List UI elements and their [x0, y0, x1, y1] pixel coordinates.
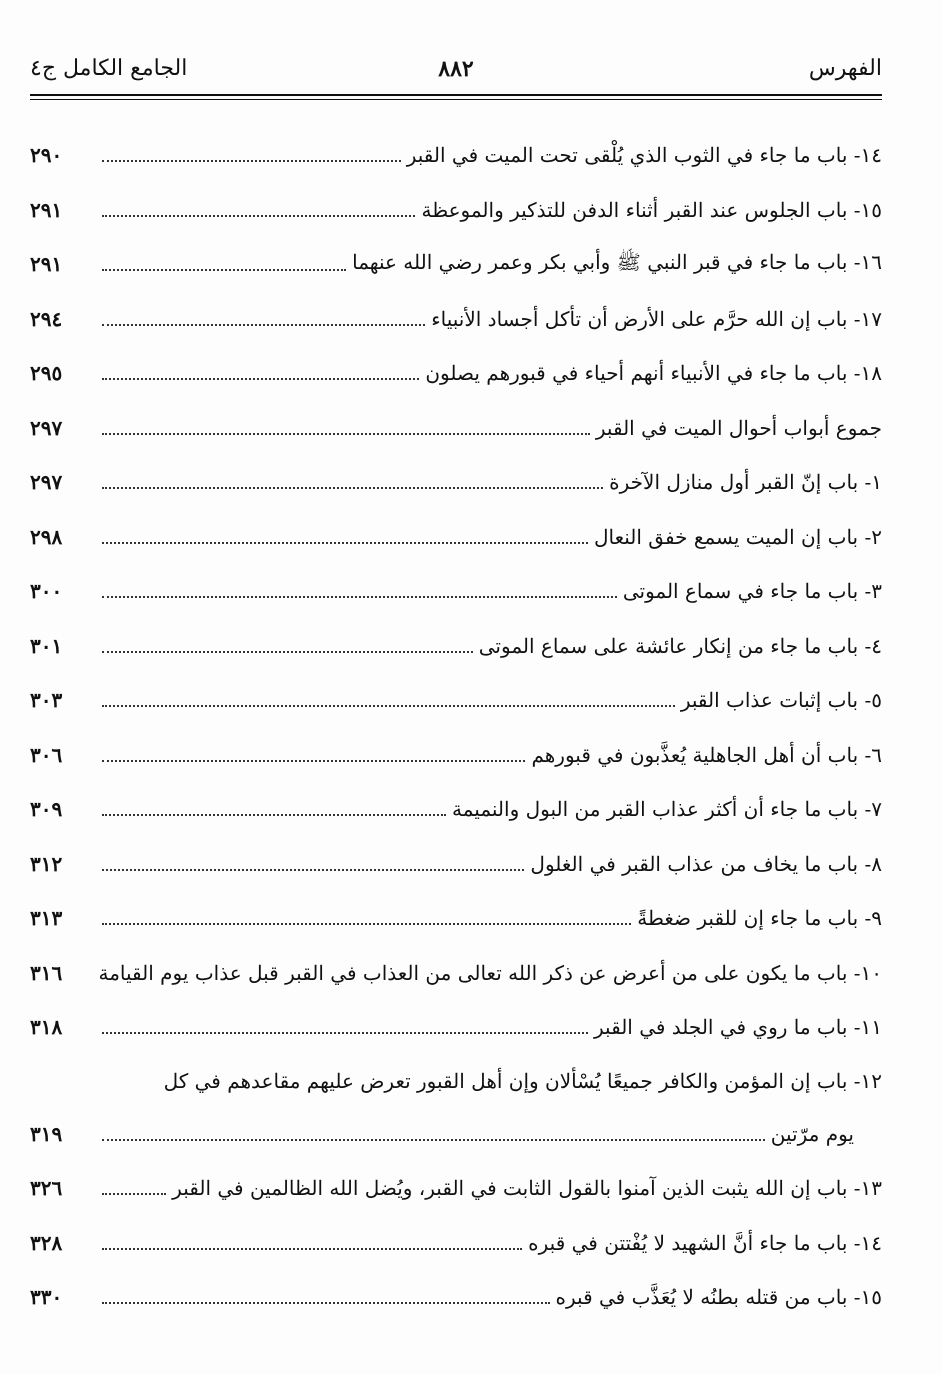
toc-page: ٣٢٦ — [30, 1176, 63, 1201]
toc-title: جموع أبواب أحوال الميت في القبر — [595, 415, 882, 440]
toc-entry — [30, 673, 882, 728]
toc-title: ٣- باب ما جاء في سماع الموتى — [622, 579, 882, 604]
toc-page: ٢٩٥ — [30, 361, 63, 386]
toc-entry — [30, 346, 882, 401]
toc-entry — [30, 564, 882, 619]
header-rule — [30, 94, 882, 96]
toc-entry — [30, 1055, 882, 1107]
section-title: الفهرس — [808, 56, 882, 81]
dot-leader — [102, 487, 603, 489]
toc-title: ٨- باب ما يخاف من عذاب القبر في الغلول — [530, 851, 882, 876]
dot-leader — [102, 542, 588, 544]
toc-entry — [30, 728, 882, 783]
toc-title: ١٧- باب إن الله حرَّم على الأرض أن تأكل أجساد الأنبياء — [431, 306, 882, 331]
toc-title: ٤- باب ما جاء من إنكار عائشة على سماع الموتى — [478, 633, 882, 658]
toc-title: ٥- باب إثبات عذاب القبر — [680, 688, 882, 713]
dot-leader — [102, 215, 415, 217]
toc-page: ٣١٦ — [30, 960, 63, 985]
toc-title: ١٥- باب من قتله بطنُه لا يُعَذَّب في قبره — [555, 1285, 882, 1310]
toc-title: ١٤- باب ما جاء أنَّ الشهيد لا يُفْتتن في قبره — [528, 1230, 882, 1255]
toc-title: ١- باب إنّ القبر أول منازل الآخرة — [609, 470, 882, 495]
toc-title: ٧- باب ما جاء أن أكثر عذاب القبر من البول والنميمة — [452, 797, 882, 822]
dot-leader — [102, 1302, 550, 1304]
toc-page: ٣٠٠ — [30, 579, 63, 604]
page-number: ٨٨٢ — [438, 56, 474, 82]
toc-entry — [30, 401, 882, 456]
toc-title: ١٦- باب ما جاء في قبر النبي ﷺ وأبي بكر وعمر رضي الله عنهما — [352, 249, 882, 274]
header-rule-thin — [30, 99, 882, 100]
toc-page: ٣٢٨ — [30, 1230, 63, 1255]
toc-page: ٣٣٠ — [30, 1285, 63, 1310]
toc-page: ٢٩٧ — [30, 415, 63, 440]
toc-page: ٢٩٤ — [30, 306, 63, 331]
toc-page: ٢٩١ — [30, 197, 63, 222]
dot-leader — [102, 651, 473, 653]
toc-entry — [30, 1000, 882, 1055]
dot-leader — [102, 433, 590, 435]
toc-entry — [30, 782, 882, 837]
dot-leader — [102, 1248, 522, 1250]
toc-title: ١٠- باب ما يكون على من أعرض عن ذكر الله تعالى من العذاب في القبر قبل عذاب يوم القيامة — [98, 960, 882, 985]
toc-title: ٩- باب ما جاء إن للقبر ضغطةً — [637, 906, 882, 931]
running-header — [30, 52, 882, 98]
toc-page: ٢٩١ — [30, 252, 63, 277]
toc-page: ٣١٩ — [30, 1121, 63, 1146]
toc-entry — [30, 510, 882, 565]
toc-entry — [30, 1270, 882, 1325]
toc-entry — [30, 455, 882, 510]
toc-page: ٣٠١ — [30, 633, 63, 658]
toc-page: ٣١٢ — [30, 851, 63, 876]
toc-title: ٦- باب أن أهل الجاهلية يُعذَّبون في قبورهم — [531, 742, 882, 767]
dot-leader — [102, 160, 401, 162]
toc-page: ٣١٣ — [30, 906, 63, 931]
dot-leader — [102, 1139, 765, 1141]
toc-title: ١٨- باب ما جاء في الأنبياء أنهم أحياء في قبورهم يصلون — [425, 361, 882, 386]
toc-entry — [30, 237, 882, 292]
toc-page: ٢٩٠ — [30, 143, 63, 168]
toc-title: ٢- باب إن الميت يسمع خفق النعال — [593, 524, 882, 549]
dot-leader — [102, 760, 525, 762]
dot-leader — [102, 869, 524, 871]
toc-title: ١٢- باب إن المؤمن والكافر جميعًا يُسْألان وإن أهل القبور تعرض عليهم مقاعدهم في كل — [163, 1068, 882, 1093]
table-of-contents — [30, 128, 882, 1325]
toc-entry — [30, 1161, 882, 1216]
toc-entry-continuation — [30, 1107, 882, 1162]
dot-leader — [102, 814, 446, 816]
toc-page: ٢٩٧ — [30, 470, 63, 495]
toc-page: ٣٠٣ — [30, 688, 63, 713]
toc-title: ١٤- باب ما جاء في الثوب الذي يُلْقى تحت الميت في القبر — [406, 143, 882, 168]
toc-page: ٢٩٨ — [30, 524, 63, 549]
dot-leader — [102, 378, 419, 380]
toc-entry — [30, 292, 882, 347]
dot-leader — [102, 1193, 166, 1195]
dot-leader — [102, 705, 675, 707]
toc-title: ١٣- باب إن الله يثبت الذين آمنوا بالقول الثابت في القبر، ويُضل الله الظالمين في القبر — [172, 1176, 882, 1201]
dot-leader — [102, 324, 425, 326]
dot-leader — [102, 596, 617, 598]
toc-entry — [30, 183, 882, 238]
toc-entry — [30, 128, 882, 183]
toc-entry — [30, 619, 882, 674]
toc-page: ٣٠٩ — [30, 797, 63, 822]
toc-page: ٣٠٦ — [30, 742, 63, 767]
toc-page: ٣١٨ — [30, 1015, 63, 1040]
toc-title: ١١- باب ما روي في الجلد في القبر — [594, 1015, 882, 1040]
book-title: الجامع الكامل ج٤ — [30, 56, 188, 81]
toc-entry — [30, 837, 882, 892]
toc-title-continuation: يوم مرّتين — [770, 1121, 854, 1146]
toc-entry — [30, 1216, 882, 1271]
toc-entry — [30, 891, 882, 946]
dot-leader — [102, 923, 631, 925]
toc-entry — [30, 946, 882, 1001]
dot-leader — [102, 1032, 588, 1034]
dot-leader — [102, 269, 346, 271]
toc-title: ١٥- باب الجلوس عند القبر أثناء الدفن للتذكير والموعظة — [421, 197, 882, 222]
